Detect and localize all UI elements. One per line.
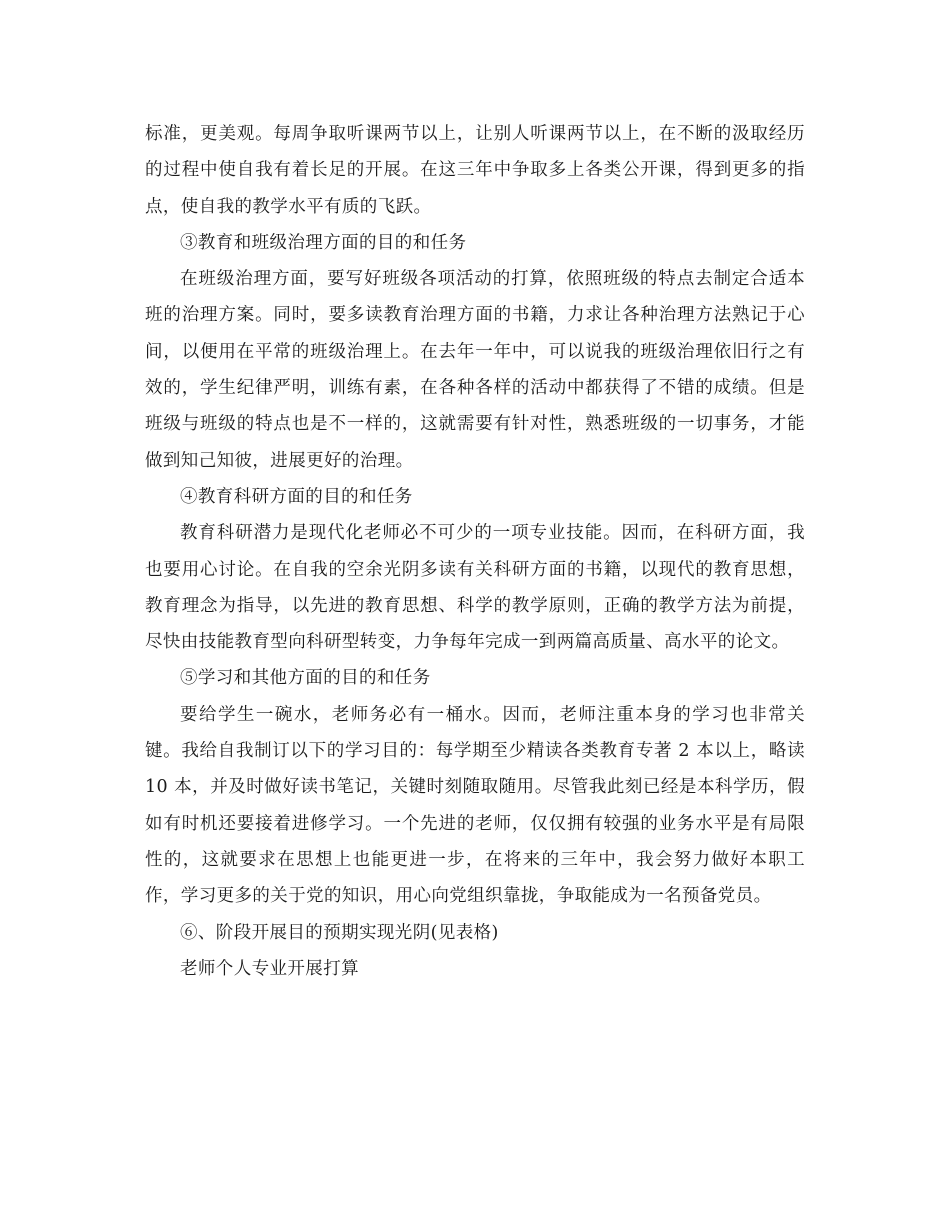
document-page bbox=[145, 116, 805, 987]
heading-learning: ⑤学习和其他方面的目的和任务 bbox=[180, 668, 431, 689]
paragraph-learning: 要给学生一碗水，老师务必有一桶水。因而，老师注重本身的学习也非常关键。我给自我制订以下的学习目的：每学期至少精读各类教育专著 2 本以上，略读 10 本，并及时做好读书笔记，关键时刻随取随用。尽管我此刻已经是本科学历，假如有时机还要接着进修学习。一个先进的老师，仅仅拥有较强的业务水平是有局限性的，这就要求在思想上也能更进一步，在将来的三年中，我会努力做好本职工作，学习更多的关于党的知识，用心向党组织靠拢，争取能成为一名预备党员。 bbox=[145, 704, 805, 907]
paragraph-teaching-continued: 标准，更美观。每周争取听课两节以上，让别人听课两节以上，在不断的汲取经历的过程中使自我有着长足的开展。在这三年中争取多上各类公开课，得到更多的指点，使自我的教学水平有质的飞跃。 bbox=[145, 124, 805, 217]
heading-stage-goals: ⑥、阶段开展目的预期实现光阴(见表格) bbox=[180, 922, 499, 943]
heading-personal-plan: 老师个人专业开展打算 bbox=[180, 958, 359, 979]
heading-class-management: ③教育和班级治理方面的目的和任务 bbox=[180, 232, 467, 253]
heading-research: ④教育科研方面的目的和任务 bbox=[180, 486, 413, 507]
paragraph-research: 教育科研潜力是现代化老师必不可少的一项专业技能。因而，在科研方面，我也要用心讨论。在自我的空余光阴多读有关科研方面的书籍，以现代的教育思想，教育理念为指导，以先进的教育思想、科学的教学原则，正确的教学方法为前提，尽快由技能教育型向科研型转变，力争每年完成一到两篇高质量、高水平的论文。 bbox=[145, 523, 805, 653]
paragraph-class-management: 在班级治理方面，要写好班级各项活动的打算，依照班级的特点去制定合适本班的治理方案。同时，要多读教育治理方面的书籍，力求让各种治理方法熟记于心间，以便用在平常的班级治理上。在去年一年中，可以说我的班级治理依旧行之有效的，学生纪律严明，训练有素，在各种各样的活动中都获得了不错的成绩。但是班级与班级的特点也是不一样的，这就需要有针对性，熟悉班级的一切事务，才能做到知己知彼，进展更好的治理。 bbox=[145, 269, 805, 471]
